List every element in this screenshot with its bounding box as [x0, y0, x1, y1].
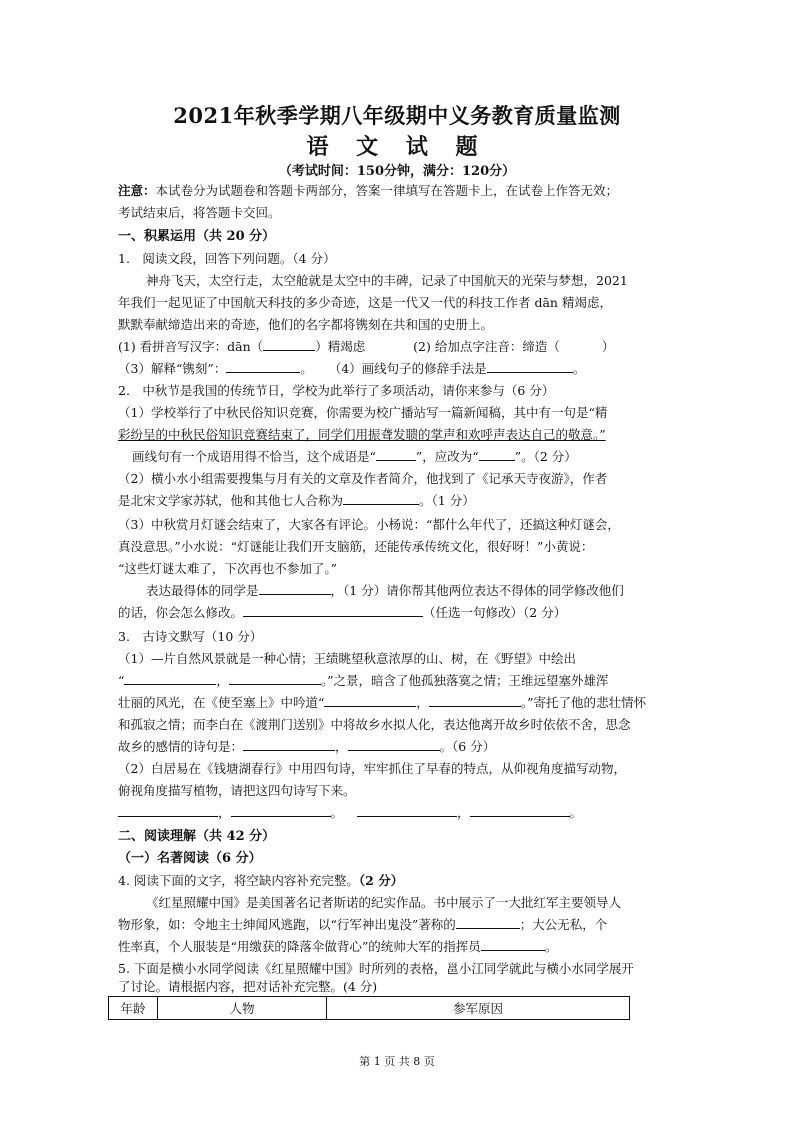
q2-text: 。（1 分）: [419, 493, 475, 508]
q3-line-3: [118, 694, 678, 712]
q3-text: ，: [457, 805, 470, 820]
q3-line-8: [118, 804, 678, 822]
answer-blank[interactable]: [118, 804, 218, 817]
q3-text: ，: [335, 739, 348, 754]
q2-sub1-line-1: （1）学校举行了中秋民俗知识竞赛，你需要为校广播站写一篇新闻稿，其中有一句是“精: [118, 405, 608, 420]
q1-sub-line-2: [118, 360, 678, 378]
answer-blank[interactable]: [487, 360, 573, 373]
q4-line-1: 《红星照耀中国》是美国著名记者斯诺的纪实作品。书中展示了一大批红军主要领导人: [146, 895, 622, 910]
table-header-person: 人物: [158, 997, 327, 1020]
q3-text: ，: [216, 673, 229, 688]
q5-line-2: 了讨论。请根据内容，把对话补充完整。(4 分): [118, 979, 378, 994]
q2-sub3-line-4: [146, 582, 678, 600]
q3-text: 。”寄托了他的悲壮情怀: [520, 695, 647, 710]
q2-sub3-line-5: [118, 604, 678, 622]
q1-sub2-suffix: ）: [601, 339, 615, 354]
q1-sub3-suffix: 。: [300, 361, 313, 376]
answer-blank[interactable]: [226, 360, 300, 373]
q4-text: 性率真，个人服装是“用缴获的降落伞做背心”的统帅大军的指挥员: [118, 939, 481, 954]
notice-label: 注意：: [118, 183, 156, 198]
q3-line-6: （2）白居易在《钱塘湖春行》中用四句诗，牢牢抓住了早春的特点，从仰视角度描写动物，: [118, 761, 626, 776]
subsection-1-heading: （一）名著阅读（6 分）: [118, 851, 262, 866]
q3-text: 。（6 分）: [439, 739, 496, 754]
answer-blank[interactable]: [124, 672, 216, 685]
answer-blank[interactable]: [259, 582, 331, 595]
exam-info: （考试时间：150分钟，满分：120分）: [278, 164, 516, 179]
q4-text: 。: [544, 939, 558, 954]
answer-blank[interactable]: [229, 672, 321, 685]
q3-text: 。: [569, 805, 583, 820]
answer-blank[interactable]: [263, 338, 315, 351]
answer-blank[interactable]: [470, 804, 570, 817]
q4-text: 物形象，如：令地主士绅闻风逃跑，以“行军神出鬼没”著称的: [118, 917, 456, 932]
q2-text: ，（1 分）请你帮其他两位表达不得体的同学修改他们: [330, 583, 624, 598]
q3-line-5: [118, 738, 678, 756]
q2-sub3-line-3: “这些灯谜太难了，下次再也不参加了。”: [118, 561, 338, 576]
exam-subject: 语 文 试 题: [306, 134, 488, 160]
q3-text: 。: [330, 805, 344, 820]
table-header-age: 年龄: [109, 997, 158, 1020]
q3-text: ，: [416, 695, 429, 710]
q3-line-1: （1）—片自然风景就是一种心情；王绩眺望秋意浓厚的山、树，在《野望》中绘出: [118, 651, 576, 666]
q2-text: 表达最得体的同学是: [146, 583, 259, 598]
q2-sub1-line-2: 彩纷呈的中秋民俗知识竞赛结束了，同学们用振聋发聩的掌声和欢呼声表达自己的敬意。”: [118, 427, 606, 442]
q1-sub1-suffix: ）精竭虑: [315, 339, 366, 354]
answer-blank[interactable]: [429, 694, 521, 707]
q3-text: 。”之景，暗含了他孤独落寞之情；王维远望塞外雄浑: [320, 673, 609, 688]
answer-blank[interactable]: [376, 448, 416, 461]
q4-line-3: [118, 938, 678, 956]
exam-title: 2021年秋季学期八年级期中义务教育质量监测: [173, 103, 621, 128]
q2-text: ”，应改为“: [415, 449, 479, 464]
q4-heading: [118, 872, 678, 890]
q3-line-7: 俯视角度描写植物，请把这四句诗写下来。: [118, 783, 356, 798]
answer-blank[interactable]: [479, 448, 515, 461]
answer-blank[interactable]: [324, 694, 416, 707]
q4-text: 4. 阅读下面的文字，将空缺内容补充完整。: [118, 873, 359, 888]
answer-blank[interactable]: [343, 492, 419, 505]
q1-sub-line-1: [118, 338, 678, 356]
answer-blank[interactable]: [243, 604, 423, 617]
q2-text: 的话，你会怎么修改。: [118, 605, 244, 620]
table-header-row: [109, 997, 630, 1020]
q4-score: （2 分）: [358, 873, 404, 888]
answer-blank[interactable]: [231, 804, 331, 817]
answer-blank[interactable]: [243, 738, 335, 751]
q3-heading: 3. 古诗文默写（10 分）: [118, 629, 263, 644]
q2-text: 画线句有一个成语用得不恰当，这个成语是“: [132, 449, 376, 464]
q2-heading: 2. 中秋节是我国的传统节日，学校为此举行了多项活动，请你来参与（6 分）: [118, 383, 555, 398]
q4-line-2: [118, 916, 678, 934]
q2-sub2-line-1: （2）横小水小组需要搜集与月有关的文章及作者简介，他找到了《记承天寺夜游》，作者: [118, 471, 608, 486]
q2-text: 是北宋文学家苏轼，他和其他七人合称为: [118, 493, 344, 508]
q2-sub1-line-3: [132, 448, 664, 466]
q3-text: ，: [218, 805, 231, 820]
q1-passage-line-3: 默默奉献缔造出来的奇迹，他们的名字都将镌刻在共和国的史册上。: [118, 317, 494, 332]
q3-text: “: [118, 673, 125, 688]
table-header-reason: 参军原因: [327, 997, 630, 1020]
answer-blank[interactable]: [481, 938, 545, 951]
q5-line-1: 5. 下面是横小水同学阅读《红星照耀中国》时所列的表格，邕小江同学就此与横小水同学展开: [118, 961, 634, 976]
section-2-heading: 二、阅读理解（共 42 分）: [118, 829, 276, 844]
page-footer: 第 1 页 共 8 页: [359, 1055, 435, 1068]
q4-text: ；大公无私，个: [519, 917, 608, 932]
q3-line-4: 和孤寂之情；而李白在《渡荆门送别》中将故乡水拟人化，表达他离开故乡时依依不舍，思念: [118, 717, 631, 732]
notice-line-2: 考试结束后，将答题卡交回。: [118, 205, 281, 220]
answer-blank[interactable]: [348, 738, 440, 751]
soldier-table: [108, 996, 630, 1020]
q1-heading: 1. 阅读文段，回答下列问题。（4 分）: [118, 251, 336, 266]
notice-text-1: 本试卷分为试题卷和答题卡两部分，答案一律填写在答题卡上，在试卷上作答无效；: [155, 183, 619, 198]
q3-text: 壮丽的风光，在《使至塞上》中吟道“: [118, 695, 325, 710]
q2-sub2-line-2: [118, 492, 678, 510]
q3-line-2: [118, 672, 678, 690]
q2-text: （任选一句修改）（2 分）: [423, 605, 567, 620]
q1-sub1-prefix: (1) 看拼音写汉字：dān（: [118, 339, 264, 354]
q1-sub2-prefix: (2) 给加点字注音：缔造（: [413, 339, 560, 354]
q2-text: ”。（2 分）: [514, 449, 577, 464]
q2-sub3-line-2: 真没意思。”小水说：“灯谜能让我们开支脑筋，还能传承传统文化，很好呀！”小黄说：: [118, 539, 594, 554]
q1-sub3-prefix: （3）解释“镌刻”：: [118, 361, 227, 376]
q3-text: 故乡的感情的诗句是：: [118, 739, 244, 754]
answer-blank[interactable]: [357, 804, 457, 817]
q1-sub4-suffix: 。: [572, 361, 586, 376]
q1-passage-line-2: 年我们一起见证了中国航天科技的多少奇迹，这是一代又一代的科技工作者 dān 精竭虑，: [118, 295, 612, 310]
q1-passage-line-1: 神舟飞天，太空行走，太空舱就是太空中的丰碑，记录了中国航天的光荣与梦想，2021: [146, 273, 628, 288]
notice-line-1: [118, 182, 678, 200]
section-1-heading: 一、积累运用（共 20 分）: [118, 229, 276, 244]
q2-sub3-line-1: （3）中秋赏月灯谜会结束了，大家各有评论。小杨说：“都什么年代了，还搞这种灯谜会，: [118, 517, 620, 532]
answer-blank[interactable]: [456, 916, 520, 929]
q1-sub4-prefix: （4）画线句子的修辞手法是: [328, 361, 487, 376]
